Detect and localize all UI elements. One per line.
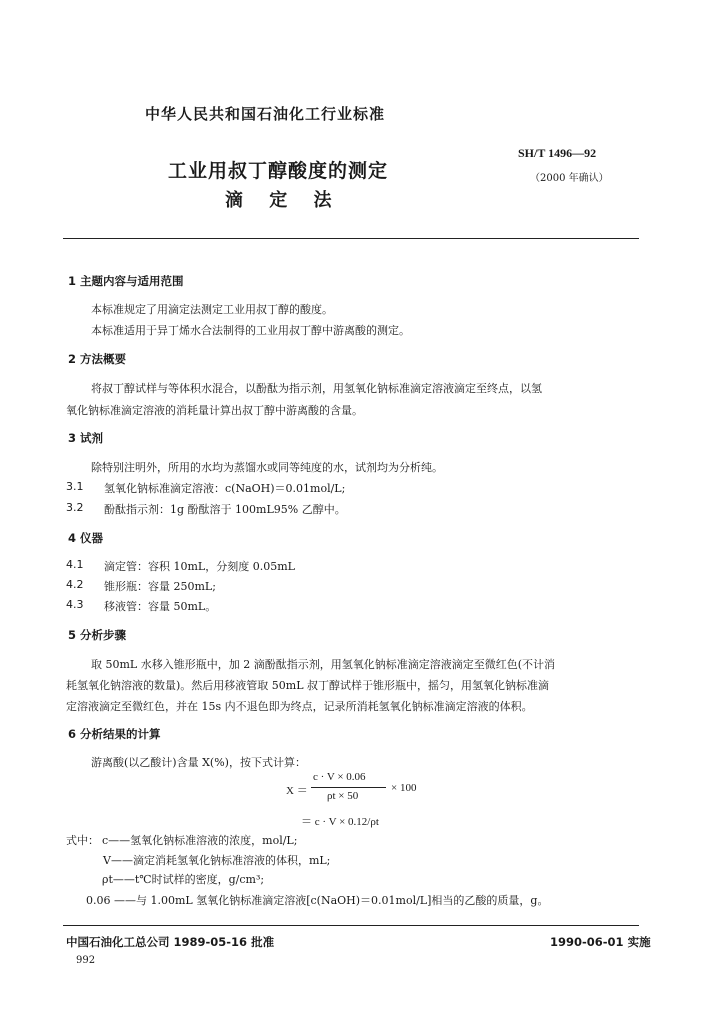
- where-c: c——氢氧化钠标准溶液的浓度，mol/L;: [102, 834, 298, 847]
- section-6-intro: 游离酸(以乙酸计)含量 X(%)，按下式计算：: [91, 756, 306, 769]
- section-5-line-3: 定溶液滴定至微红色，并在 15s 内不退色即为终点，记录所消耗氢氧化钠标准滴定溶液的体积。: [66, 700, 533, 713]
- where-v: V——滴定消耗氢氧化钠标准溶液的体积，mL;: [103, 854, 331, 867]
- section-5-line-2: 耗氢氧化钠溶液的数量)。然后用移液管取 50mL 叔丁醇试样于锥形瓶中，摇匀，用氢氧化钠标准滴: [66, 679, 550, 692]
- where-coefficient: 0.06 ——与 1.00mL 氢氧化钠标准滴定溶液[c(NaOH)＝0.01mol/L]相当的乙酸的质量，g。: [86, 894, 549, 907]
- section-5-line-1: 取 50mL 水移入锥形瓶中，加 2 滴酚酞指示剂，用氢氧化钠标准滴定溶液滴定至微红色(不计消: [91, 658, 556, 671]
- formula-fraction-bar: [311, 787, 386, 788]
- item-3-1-text: 氢氧化钠标准滴定溶液：c(NaOH)＝0.01mol/L;: [104, 482, 346, 495]
- where-rho: ρt——t℃时试样的密度，g/cm³;: [102, 873, 265, 886]
- formula-simplified: ＝ c · V × 0.12/ρt: [301, 816, 379, 828]
- implementation-date: 1990-06-01 实施: [550, 935, 651, 949]
- item-4-2-number: 4.2: [66, 578, 84, 591]
- where-label: 式中：: [66, 834, 99, 847]
- standard-category: 中华人民共和国石油化工行业标准: [145, 105, 386, 123]
- formula-lhs: X ＝: [286, 785, 308, 797]
- section-2-line-2: 氧化钠标准滴定溶液的消耗量计算出叔丁醇中游离酸的含量。: [66, 404, 363, 417]
- item-4-3-text: 移液管：容量 50mL。: [104, 600, 217, 613]
- document-title: 工业用叔丁醇酸度的测定: [168, 160, 389, 182]
- item-4-2-text: 锥形瓶：容量 250mL;: [104, 580, 216, 593]
- footer-rule: [63, 925, 639, 926]
- item-4-1-text: 滴定管：容积 10mL，分刻度 0.05mL: [104, 560, 295, 573]
- section-2-heading: 2 方法概要: [68, 352, 127, 366]
- item-3-2-number: 3.2: [66, 501, 84, 514]
- standard-code: SH/T 1496—92: [518, 146, 597, 160]
- section-1-paragraph-2: 本标准适用于异丁烯水合法制得的工业用叔丁醇中游离酸的测定。: [91, 324, 410, 337]
- formula-numerator: c · V × 0.06: [313, 771, 366, 783]
- page-number: 992: [76, 955, 96, 966]
- item-3-1-number: 3.1: [66, 480, 84, 493]
- section-1-paragraph-1: 本标准规定了用滴定法测定工业用叔丁醇的酸度。: [91, 303, 333, 316]
- section-6-heading: 6 分析结果的计算: [68, 727, 161, 741]
- item-4-3-number: 4.3: [66, 598, 84, 611]
- approval-info: 中国石油化工总公司 1989-05-16 批准: [66, 935, 275, 949]
- section-3-heading: 3 试剂: [68, 431, 104, 445]
- section-3-paragraph: 除特别注明外，所用的水均为蒸馏水或同等纯度的水，试剂均为分析纯。: [91, 461, 443, 474]
- document-subtitle: 滴 定 法: [225, 190, 342, 211]
- formula-denominator: ρt × 50: [327, 790, 359, 802]
- header-rule: [63, 238, 639, 239]
- confirmation-year: （2000 年确认）: [530, 173, 609, 184]
- section-2-line-1: 将叔丁醇试样与等体积水混合，以酚酞为指示剂，用氢氧化钠标准滴定溶液滴定至终点，以氢: [91, 382, 542, 395]
- item-3-2-text: 酚酞指示剂：1g 酚酞溶于 100mL95% 乙醇中。: [104, 503, 346, 516]
- formula-multiplier: × 100: [391, 782, 417, 794]
- section-5-heading: 5 分析步骤: [68, 628, 127, 642]
- item-4-1-number: 4.1: [66, 558, 84, 571]
- section-1-heading: 1 主题内容与适用范围: [68, 274, 184, 288]
- section-4-heading: 4 仪器: [68, 531, 104, 545]
